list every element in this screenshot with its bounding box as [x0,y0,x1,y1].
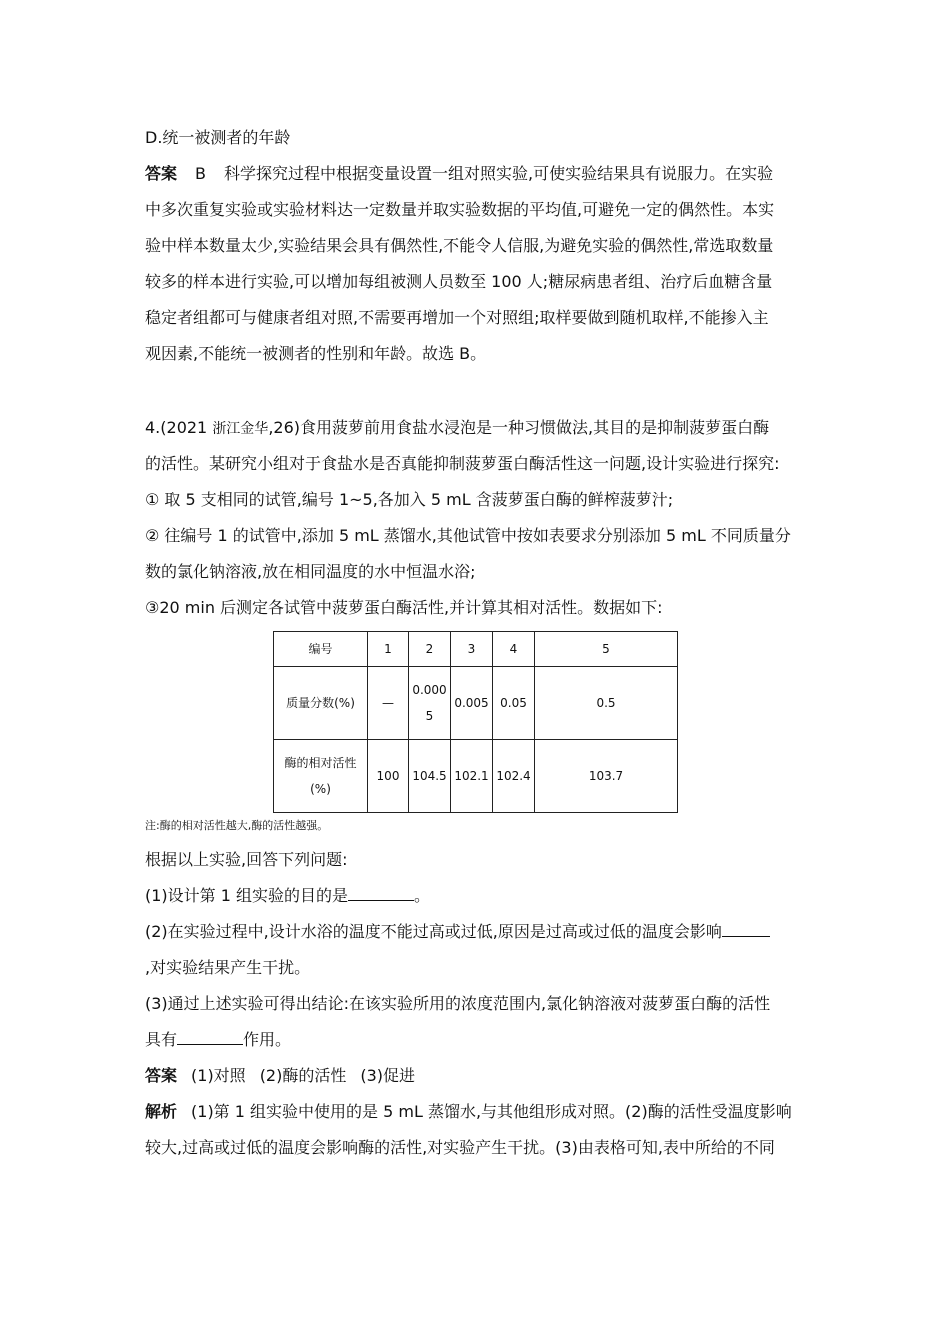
table-row [274,740,678,813]
table-row [274,667,678,740]
answer-line [145,1066,415,1086]
sub-question-2: (2)在实验过程中,设计水浴的温度不能过高或过低,原因是过高或过低的温度会影响 [145,922,770,942]
explanation-line: 中多次重复实验或实验材料达一定数量并取实验数据的平均值,可避免一定的偶然性。本实 [145,200,775,219]
answer-label: 答案 [145,1066,178,1085]
step-2-cont: 数的氯化钠溶液,放在相同温度的水中恒温水浴; [145,562,476,581]
sub-question-3-cont: 具有 作用。 [145,1030,292,1049]
table-cell: 0.000 5 [409,667,451,740]
answer-blank [722,922,770,937]
step-3: ③20 min 后测定各试管中菠萝蛋白酶活性,并计算其相对活性。数据如下: [145,598,663,617]
table-cell: 102.4 [493,740,535,813]
explanation-line: 观因素,不能统一被测者的性别和年龄。故选 B。 [145,344,487,363]
prev-answer-line1 [145,164,773,184]
answer-choice: B [195,164,206,183]
step-1: ① 取 5 支相同的试管,编号 1~5,各加入 5 mL 含菠萝蛋白酶的鲜榨菠萝汁; [145,490,674,509]
answer-2: (2)酶的活性 [259,1066,347,1085]
answer-label: 答案 [145,164,178,183]
prompt: 根据以上实验,回答下列问题: [145,850,348,869]
row-label: 酶的相对活性 (%) [274,740,368,813]
table-header-label: 编号 [274,632,368,667]
answer-blank [348,886,414,901]
table-cell: — [368,667,409,740]
table-cell: 0.05 [493,667,535,740]
table-cell: 103.7 [535,740,678,813]
sub-question-2-cont: ,对实验结果产生干扰。 [145,958,311,977]
row-label: 质量分数(%) [274,667,368,740]
question-source: 浙江金华 [212,421,269,437]
table-note: 注:酶的相对活性越大,酶的活性越强。 [145,819,329,832]
table-header-cell: 3 [451,632,493,667]
table-row [274,632,678,667]
explanation-line: 稳定者组都可与健康者组对照,不需要再增加一个对照组;取样要做到随机取样,不能掺入主 [145,308,769,327]
table-cell: 0.005 [451,667,493,740]
table-cell: 102.1 [451,740,493,813]
table-header-cell: 1 [368,632,409,667]
table-cell: 100 [368,740,409,813]
table-header-cell: 5 [535,632,678,667]
analysis-label: 解析 [145,1102,178,1121]
step-2: ② 往编号 1 的试管中,添加 5 mL 蒸馏水,其他试管中按如表要求分别添加 5 mL 不同质量分 [145,526,791,545]
table-cell: 104.5 [409,740,451,813]
data-table [273,631,678,813]
table-header-cell: 4 [493,632,535,667]
answer-3: (3)促进 [360,1066,416,1085]
table-header-cell: 2 [409,632,451,667]
analysis-line1: 解析 (1)第 1 组实验中使用的是 5 mL 蒸馏水,与其他组形成对照。(2)酶的活性受温度影响 [145,1102,792,1121]
sub-question-3: (3)通过上述实验可得出结论:在该实验所用的浓度范围内,氯化钠溶液对菠萝蛋白酶的活性 [145,994,771,1013]
explanation-line: 较多的样本进行实验,可以增加每组被测人员数至 100 人;糖尿病患者组、治疗后血糖含量 [145,272,773,291]
question-number: 4.(2021 [145,418,213,437]
explanation-text: 科学探究过程中根据变量设置一组对照实验,可使实验结果具有说服力。在实验 [224,164,774,183]
explanation-line: 验中样本数量太少,实验结果会具有偶然性,不能令人信服,为避免实验的偶然性,常选取数量 [145,236,774,255]
answer-blank [177,1030,243,1045]
analysis-line2: 较大,过高或过低的温度会影响酶的活性,对实验产生干扰。(3)由表格可知,表中所给的不同 [145,1138,775,1157]
option-d: D.统一被测者的年龄 [145,128,291,147]
answer-1: (1)对照 [191,1066,246,1085]
table-cell: 0.5 [535,667,678,740]
sub-question-1: (1)设计第 1 组实验的目的是 。 [145,886,431,905]
question-stem: 4.(2021 浙江金华,26)食用菠萝前用食盐水浸泡是一种习惯做法,其目的是抑制菠萝蛋白酶 [145,418,770,437]
question-stem-line: 的活性。某研究小组对于食盐水是否真能抑制菠萝蛋白酶活性这一问题,设计实验进行探究: [145,454,780,473]
